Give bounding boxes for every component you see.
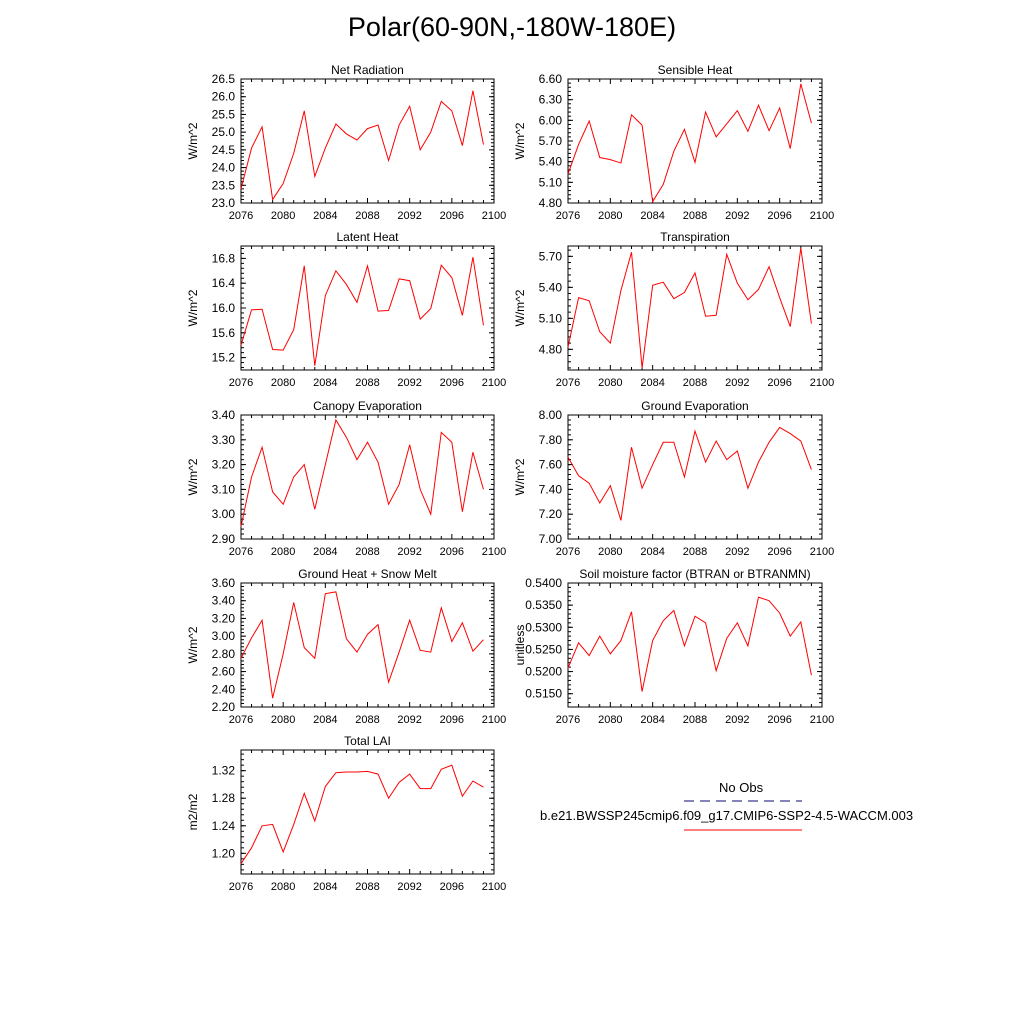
x-tick-label: 2084 (313, 881, 338, 893)
series-line (241, 420, 483, 527)
y-tick-label: 0.5400 (525, 576, 562, 590)
x-tick-label: 2084 (640, 377, 665, 389)
x-tick-label: 2096 (439, 546, 465, 558)
chart-title: Sensible Heat (657, 63, 733, 77)
chart-panel (186, 567, 506, 726)
x-tick-label: 2100 (809, 546, 835, 558)
y-tick-label: 3.30 (211, 432, 235, 447)
y-tick-label: 5.10 (538, 175, 562, 190)
chart-panel (186, 399, 506, 558)
y-tick-label: 16.4 (211, 276, 235, 291)
y-axis-label: W/m^2 (513, 458, 527, 496)
x-tick-label: 2076 (228, 546, 254, 558)
y-tick-label: 0.5350 (525, 598, 562, 613)
y-tick-label: 15.6 (211, 325, 235, 340)
series-line (241, 592, 483, 698)
x-tick-label: 2084 (313, 714, 338, 726)
x-tick-label: 2092 (725, 377, 750, 389)
y-tick-label: 5.10 (538, 311, 562, 326)
series-line (568, 248, 811, 368)
y-tick-label: 3.10 (211, 482, 235, 497)
x-tick-label: 2076 (228, 210, 254, 222)
x-tick-label: 2084 (313, 377, 338, 389)
x-tick-label: 2076 (555, 210, 581, 222)
y-tick-label: 6.00 (538, 113, 562, 128)
y-tick-label: 15.2 (211, 350, 235, 365)
legend-case-label: b.e21.BWSSP245cmip6.f09_g17.CMIP6-SSP2-4.5-WACCM.003 (540, 808, 914, 823)
y-tick-label: 2.80 (211, 646, 235, 661)
y-tick-label: 0.5150 (525, 686, 562, 701)
x-tick-label: 2096 (439, 881, 465, 893)
x-tick-label: 2080 (270, 714, 296, 726)
x-tick-label: 2100 (809, 210, 835, 222)
chart-title: Ground Evaporation (641, 399, 749, 413)
y-tick-label: 3.20 (211, 611, 235, 626)
plot-frame (568, 415, 822, 539)
y-axis-label: W/m^2 (186, 458, 200, 496)
x-tick-label: 2076 (555, 546, 581, 558)
x-tick-label: 2084 (640, 714, 665, 726)
y-tick-label: 0.5250 (525, 642, 562, 657)
y-tick-label: 1.20 (211, 846, 235, 861)
y-tick-label: 1.24 (211, 818, 235, 833)
y-axis-label: W/m^2 (513, 289, 527, 327)
y-tick-label: 25.0 (211, 125, 235, 140)
y-tick-label: 5.70 (538, 249, 562, 264)
y-tick-label: 5.40 (538, 154, 562, 169)
x-tick-label: 2080 (598, 714, 623, 726)
x-tick-label: 2092 (725, 210, 750, 222)
y-tick-label: 0.5200 (525, 664, 562, 679)
x-tick-label: 2100 (809, 714, 835, 726)
plot-frame (241, 79, 494, 203)
chart-panel (186, 230, 506, 389)
y-tick-label: 2.60 (211, 664, 235, 679)
y-tick-label: 4.80 (538, 196, 562, 210)
x-tick-label: 2076 (555, 377, 581, 389)
x-tick-label: 2080 (270, 210, 296, 222)
y-tick-label: 0.5300 (525, 620, 562, 635)
y-tick-label: 23.0 (211, 196, 235, 210)
chart-panel (186, 63, 506, 222)
x-tick-label: 2100 (809, 377, 835, 389)
chart-panel (513, 63, 834, 222)
x-tick-label: 2088 (355, 714, 380, 726)
x-tick-label: 2092 (397, 377, 422, 389)
chart-title: Ground Heat + Snow Melt (298, 567, 437, 581)
x-tick-label: 2092 (397, 546, 422, 558)
y-tick-label: 1.28 (211, 791, 235, 806)
plot-frame (241, 750, 494, 874)
x-tick-label: 2100 (481, 881, 507, 893)
x-tick-label: 2088 (355, 546, 380, 558)
y-tick-label: 16.0 (211, 301, 235, 315)
x-tick-label: 2076 (228, 377, 254, 389)
chart-title: Net Radiation (331, 63, 404, 77)
x-tick-label: 2088 (355, 881, 380, 893)
x-tick-label: 2096 (439, 714, 465, 726)
x-tick-label: 2080 (598, 377, 623, 389)
y-axis-label: W/m^2 (186, 626, 200, 664)
x-tick-label: 2084 (640, 210, 665, 222)
y-tick-label: 7.60 (538, 457, 562, 472)
chart-panel (513, 399, 834, 558)
page-title: Polar(60-90N,-180W-180E) (347, 12, 677, 42)
series-line (241, 91, 483, 200)
y-tick-label: 3.40 (211, 593, 235, 608)
y-tick-label: 8.00 (538, 408, 562, 422)
y-axis-label: m2/m2 (186, 793, 200, 831)
x-tick-label: 2076 (228, 714, 254, 726)
x-tick-label: 2096 (767, 210, 792, 222)
y-tick-label: 6.30 (538, 92, 562, 107)
x-tick-label: 2080 (598, 546, 623, 558)
y-tick-label: 1.32 (211, 763, 235, 778)
chart-title: Transpiration (660, 230, 730, 244)
x-tick-label: 2084 (640, 546, 665, 558)
x-tick-label: 2100 (481, 377, 507, 389)
x-tick-label: 2080 (270, 546, 296, 558)
y-tick-label: 24.0 (211, 160, 235, 175)
y-tick-label: 7.20 (538, 507, 562, 522)
x-tick-label: 2088 (355, 377, 380, 389)
y-tick-label: 26.0 (211, 89, 235, 104)
x-tick-label: 2088 (355, 210, 380, 222)
y-tick-label: 7.80 (538, 432, 562, 447)
x-tick-label: 2096 (767, 546, 792, 558)
series-line (568, 427, 811, 520)
y-tick-label: 7.00 (538, 532, 562, 546)
y-tick-label: 3.40 (211, 408, 235, 422)
chart-panel (186, 734, 506, 893)
plot-frame (241, 415, 494, 539)
y-tick-label: 26.5 (211, 72, 235, 86)
chart-panel (513, 230, 834, 389)
x-tick-label: 2092 (725, 714, 750, 726)
y-tick-label: 3.00 (211, 507, 235, 522)
y-tick-label: 25.5 (211, 107, 235, 122)
x-tick-label: 2088 (682, 714, 708, 726)
y-tick-label: 23.5 (211, 178, 235, 193)
x-tick-label: 2100 (481, 546, 507, 558)
x-tick-label: 2076 (228, 881, 254, 893)
x-tick-label: 2096 (439, 210, 465, 222)
y-axis-label: W/m^2 (186, 122, 200, 160)
y-tick-label: 3.60 (211, 576, 235, 590)
y-tick-label: 6.60 (538, 72, 562, 86)
y-axis-label: W/m^2 (513, 122, 527, 160)
x-tick-label: 2100 (481, 714, 507, 726)
legend-obs-label: No Obs (719, 780, 764, 795)
x-tick-label: 2092 (725, 546, 750, 558)
y-tick-label: 2.90 (211, 532, 235, 546)
x-tick-label: 2096 (767, 377, 792, 389)
x-tick-label: 2084 (313, 210, 338, 222)
series-line (568, 84, 811, 202)
x-tick-label: 2080 (270, 377, 296, 389)
x-tick-label: 2092 (397, 210, 422, 222)
x-tick-label: 2088 (682, 210, 708, 222)
x-tick-label: 2096 (439, 377, 465, 389)
plot-frame (568, 583, 822, 707)
y-axis-label: unitless (513, 624, 527, 666)
x-tick-label: 2096 (767, 714, 792, 726)
chart-title: Latent Heat (336, 230, 399, 244)
plot-frame (241, 583, 494, 707)
x-tick-label: 2092 (397, 714, 422, 726)
x-tick-label: 2080 (270, 881, 296, 893)
y-axis-label: W/m^2 (186, 289, 200, 327)
y-tick-label: 7.40 (538, 482, 562, 497)
chart-title: Soil moisture factor (BTRAN or BTRANMN) (579, 567, 811, 581)
x-tick-label: 2080 (598, 210, 623, 222)
y-tick-label: 4.80 (538, 342, 562, 357)
x-tick-label: 2076 (555, 714, 581, 726)
series-line (568, 597, 811, 691)
chart-panel (513, 567, 834, 726)
y-tick-label: 5.40 (538, 280, 562, 295)
x-tick-label: 2084 (313, 546, 338, 558)
y-tick-label: 3.20 (211, 457, 235, 472)
x-tick-label: 2088 (682, 377, 708, 389)
y-tick-label: 2.20 (211, 700, 235, 714)
x-tick-label: 2100 (481, 210, 507, 222)
y-tick-label: 24.5 (211, 142, 235, 157)
series-line (241, 765, 483, 864)
x-tick-label: 2088 (682, 546, 708, 558)
plot-frame (568, 79, 822, 203)
y-tick-label: 2.40 (211, 682, 235, 697)
chart-title: Canopy Evaporation (313, 399, 422, 413)
x-tick-label: 2092 (397, 881, 422, 893)
series-line (241, 257, 483, 366)
y-tick-label: 16.8 (211, 251, 235, 266)
chart-title: Total LAI (344, 734, 391, 748)
y-tick-label: 3.00 (211, 629, 235, 644)
y-tick-label: 5.70 (538, 134, 562, 148)
